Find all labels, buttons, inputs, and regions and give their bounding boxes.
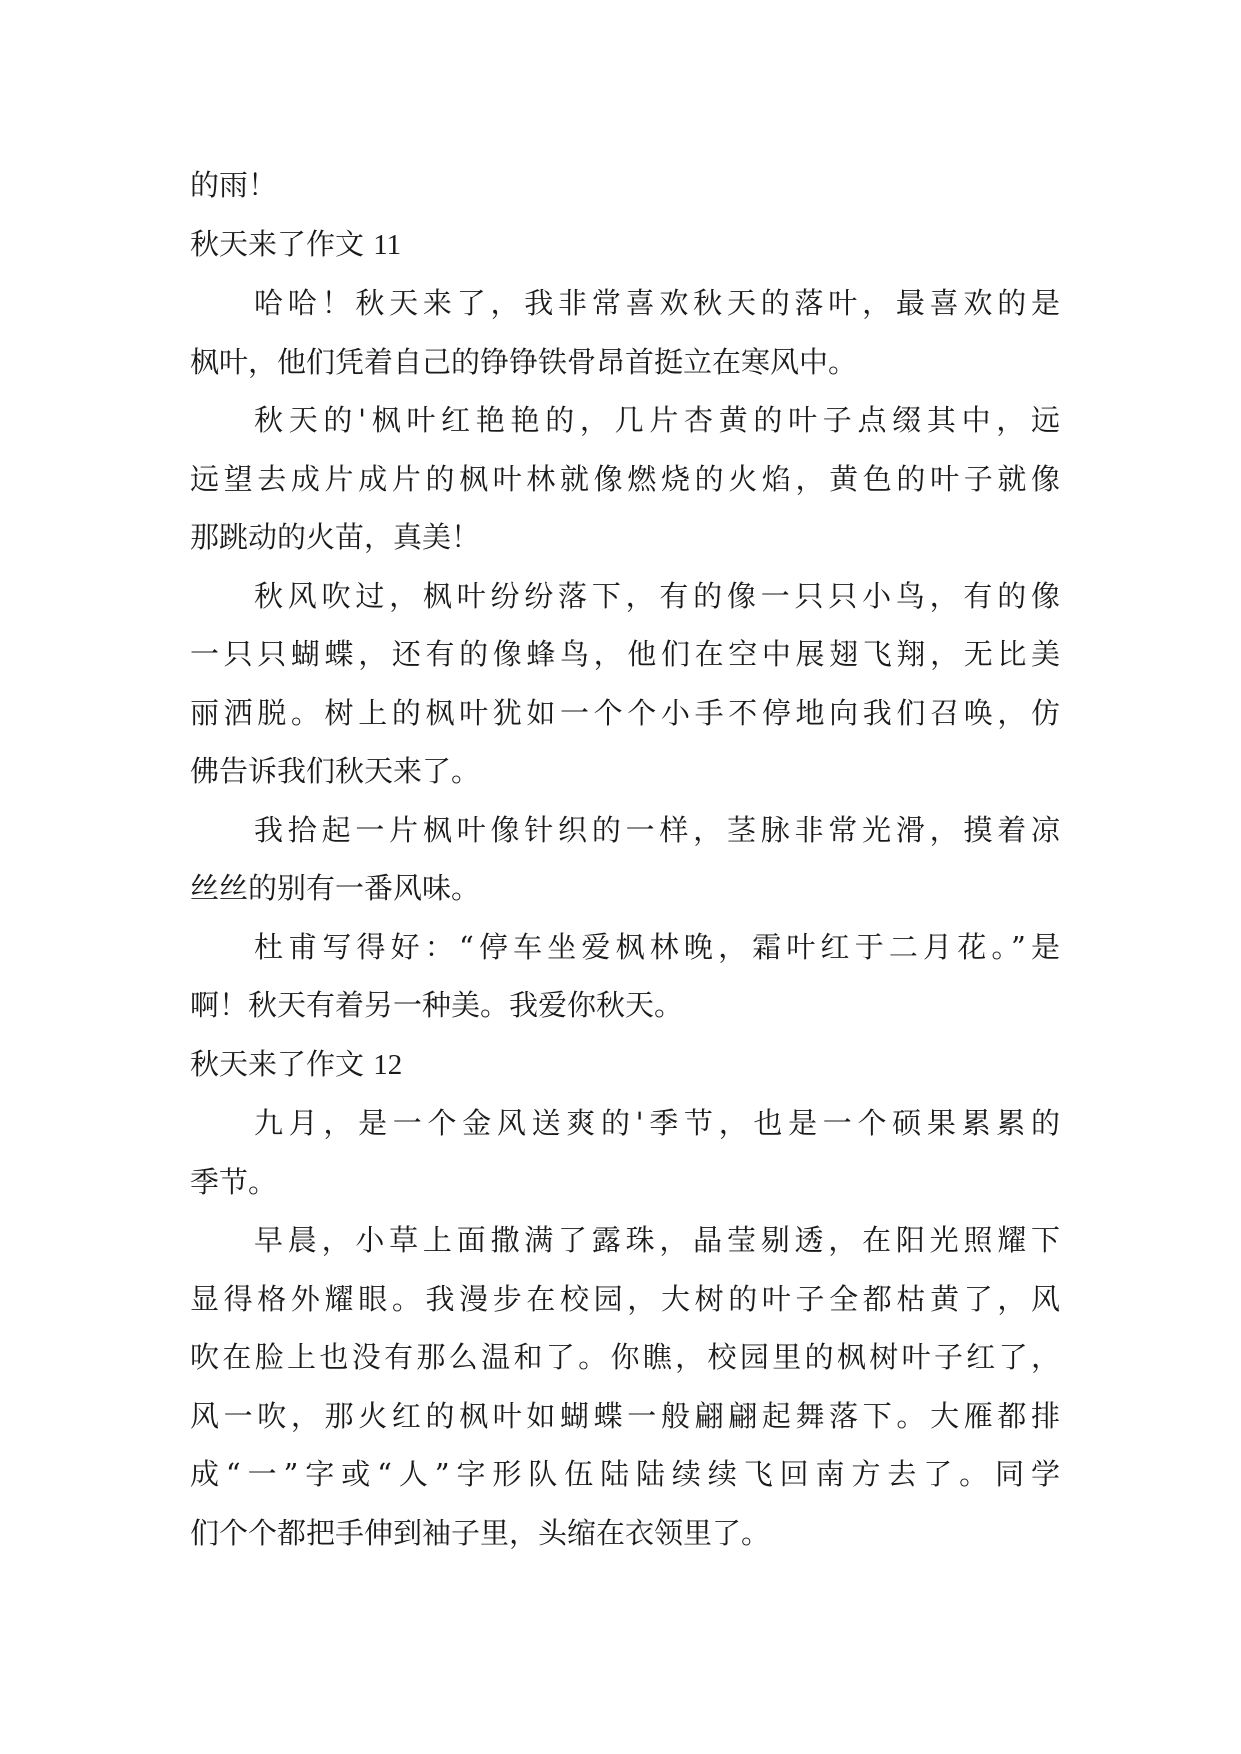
text-line: 一只只蝴蝶，还有的像蜂鸟，他们在空中展翅飞翔，无比美 [190, 637, 1060, 671]
text-line: 丝丝的别有一番风味。 [190, 871, 481, 905]
paragraph [190, 1211, 1060, 1562]
heading-text: 秋天来了作文 [190, 1046, 365, 1081]
text-line: 早晨，小草上面撒满了露珠，晶莹剔透，在阳光照耀下 [254, 1223, 1060, 1257]
text-line: 哈哈！秋天来了，我非常喜欢秋天的落叶，最喜欢的是 [254, 286, 1060, 320]
text-line: 远望去成片成片的枫叶林就像燃烧的火焰，黄色的叶子就像 [190, 461, 1060, 496]
text-line: 秋天的'枫叶红艳艳的，几片杏黄的叶子点缀其中，远 [254, 403, 1060, 437]
text-line: 啊！秋天有着另一种美。我爱你秋天。 [190, 988, 684, 1022]
text-line: 季节。 [190, 1164, 278, 1199]
paragraph [190, 918, 1060, 1035]
text-line: 枫叶，他们凭着自己的铮铮铁骨昂首挺立在寒风中。 [190, 344, 858, 379]
text-line: 风一吹，那火红的枫叶如蝴蝶一般翩翩起舞落下。大雁都排 [190, 1398, 1060, 1433]
paragraph [190, 1094, 1060, 1211]
text-line: 九月，是一个金风送爽的'季节，也是一个硕果累累的 [254, 1106, 1060, 1140]
paragraph-tail [190, 156, 1060, 215]
paragraph [190, 391, 1060, 567]
text-line: 秋风吹过，枫叶纷纷落下，有的像一只只小鸟，有的像 [254, 578, 1060, 613]
heading-number: 11 [373, 228, 402, 261]
section-heading-11 [190, 215, 1060, 275]
text-line: 丽洒脱。树上的枫叶犹如一个个小手不停地向我们召唤，仿 [190, 695, 1060, 730]
paragraph [190, 274, 1060, 391]
paragraph [190, 567, 1060, 801]
text-line: 佛告诉我们秋天来了。 [190, 754, 481, 788]
text-line: 吹在脸上也没有那么温和了。你瞧，校园里的枫树叶子红了， [190, 1340, 1060, 1374]
text-line: 们个个都把手伸到袖子里，头缩在衣领里了。 [190, 1515, 771, 1550]
text-line: 显得格外耀眼。我漫步在校园，大树的叶子全都枯黄了，风 [190, 1281, 1060, 1316]
heading-number: 12 [373, 1048, 403, 1081]
text-line: 我拾起一片枫叶像针织的一样，茎脉非常光滑，摸着凉 [254, 812, 1060, 847]
heading-text: 秋天来了作文 [190, 226, 365, 261]
paragraph [190, 801, 1060, 918]
text-line: 杜甫写得好：“停车坐爱枫林晚，霜叶红于二月花。”是 [254, 929, 1060, 964]
text-line: 那跳动的火苗，真美！ [190, 520, 481, 554]
text-line: 成“一”字或“人”字形队伍陆陆续续飞回南方去了。同学 [190, 1457, 1060, 1491]
section-heading-12 [190, 1035, 1060, 1095]
text-line: 的雨！ [190, 168, 278, 202]
document-body [190, 156, 1060, 1562]
